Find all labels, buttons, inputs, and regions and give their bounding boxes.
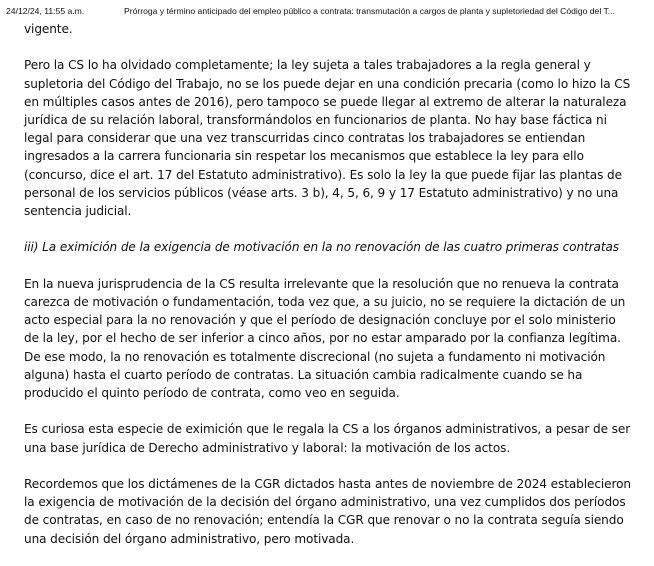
paragraph: Es curiosa esta especie de eximición que le regala la CS a los órganos administrativos, a pesar de ser una base jurídica de Derecho administrativo y laboral: la motivación de los actos. [24, 422, 631, 455]
paragraph: Recordemos que los dictámenes de la CGR dictados hasta antes de noviembre de 2024 establecieron la exigencia de motivación de la decisión del órgano administrativo, una vez cumplidos dos períodos de contratas, en caso de no renovación; entendía la CGR que renovar o no la contrata seguía siendo una decisión del órgano administrativo, pero motivada. [24, 477, 631, 546]
print-datetime: 24/12/24, 11:55 a.m. [6, 6, 85, 16]
page-title: Prórroga y término anticipado del empleo público a contrata: transmutación a cargos de planta y supletoriedad del Código del T... [124, 6, 615, 16]
paragraph-continuation: vigente. [24, 22, 73, 36]
article-body [24, 20, 634, 566]
paragraph: En la nueva jurisprudencia de la CS resulta irrelevante que la resolución que no renueva la contrata carezca de motivación o fundamentación, toda vez que, a su juicio, no se requiere la dictación de un acto especial para la no renovación y que el período de designación concluye por el solo ministerio de la ley, por el hecho de ser inferior a cinco años, por no estar amparado por la confianza legítima. De ese modo, la no renovación es totalmente discrecional (no sujeta a fundamento ni motivación alguna) hasta el cuarto período de contratas. La situación cambia radicalmente cuando se ha producido el quinto período de contrata, como veo en seguida. [24, 276, 626, 401]
paragraph: Pero la CS lo ha olvidado completamente; la ley sujeta a tales trabajadores a la regla general y supletoria del Código del Trabajo, no se los puede dejar en una condición precaria (como lo hizo la CS en múltiples casos antes de 2016), pero tampoco se puede llegar al extremo de alterar la naturaleza jurídica de su relación laboral, transformándolos en funcionarios de planta. No hay base fáctica ni legal para considerar que una vez transcurridas cinco contratas los trabajadores se entiendan ingresados a la carrera funcionaria sin respetar los mecanismos que establece la ley para ello (concurso, dice el art. 17 del Estatuto administrativo). Es solo la ley la que puede fijar las plantas de personal de los servicios públicos (véase arts. 3 b), 4, 5, 6, 9 y 17 Estatuto administrativo) y no una sentencia judicial. [24, 58, 631, 219]
section-heading: iii) La eximición de la exigencia de motivación en la no renovación de las cuatro primeras contratas [24, 240, 620, 255]
page-header [6, 6, 650, 20]
